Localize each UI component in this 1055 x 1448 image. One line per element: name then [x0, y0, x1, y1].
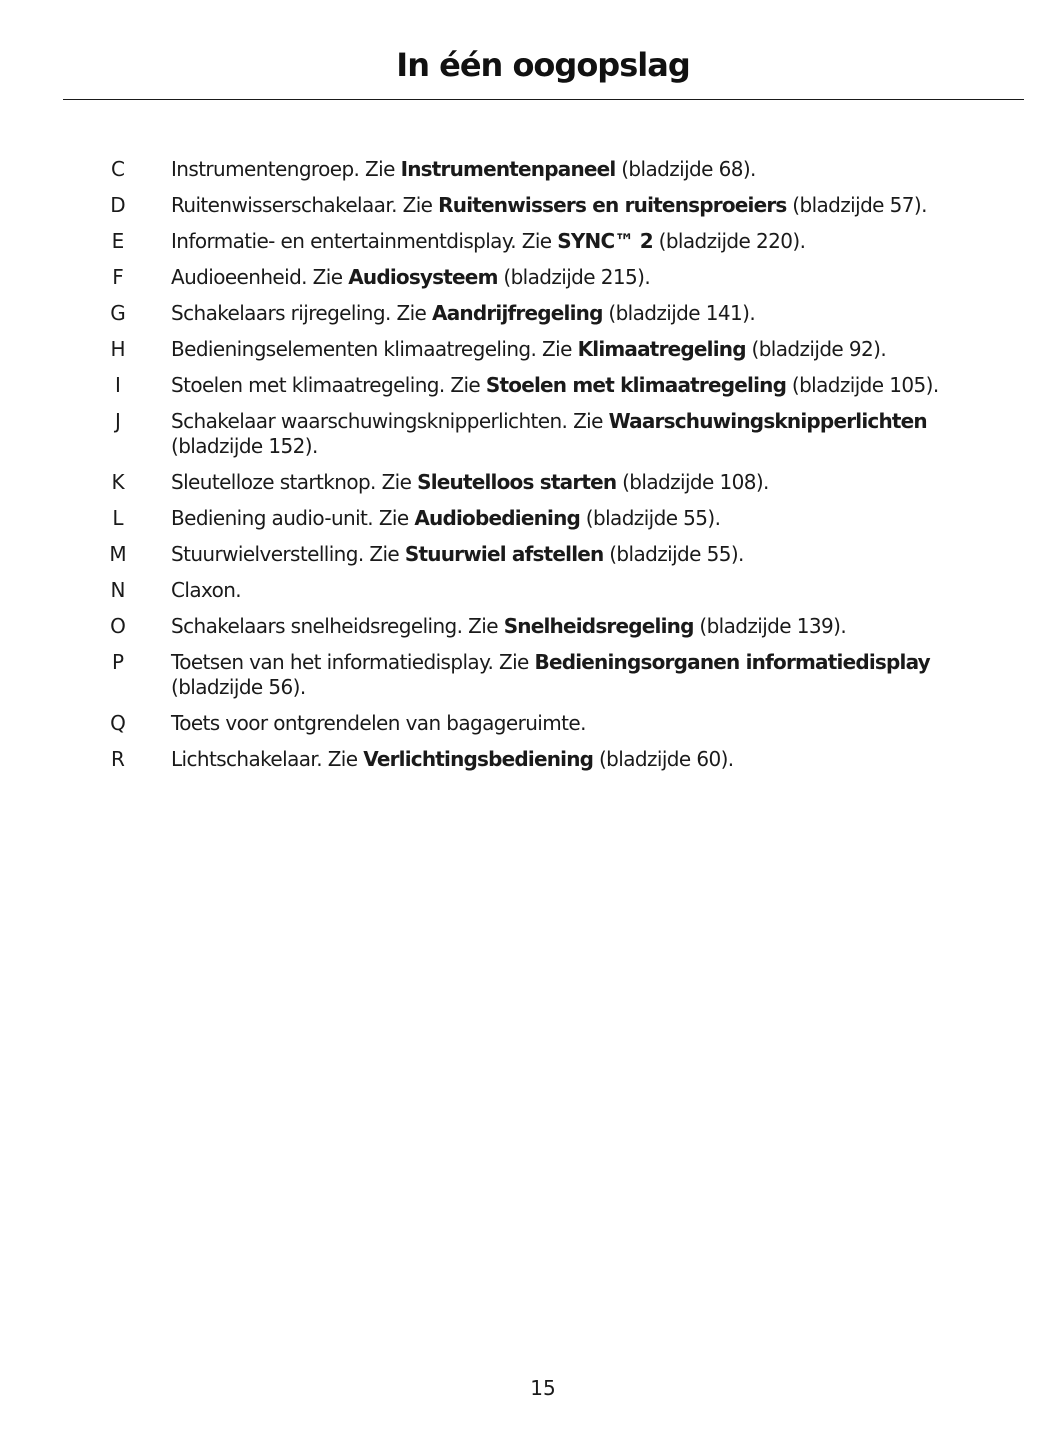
- legend-description: [171, 614, 1013, 639]
- legend-letter: F: [112, 265, 124, 289]
- legend-entry: [0, 542, 1055, 567]
- legend-letter: H: [110, 337, 126, 361]
- page-reference: (bladzijde 57).: [786, 193, 927, 217]
- page-reference: (bladzijde 108).: [616, 470, 769, 494]
- legend-description: [171, 711, 1013, 736]
- cross-reference-link[interactable]: Sleutelloos starten: [417, 470, 617, 494]
- page-reference: (bladzijde 215).: [497, 265, 651, 289]
- legend-text: Toets voor ontgrendelen van bagageruimte.: [171, 711, 586, 735]
- legend-text: Stuurwielverstelling. Zie: [171, 542, 405, 566]
- legend-letter: Q: [110, 711, 126, 735]
- legend-text: Claxon.: [171, 578, 242, 602]
- legend-text: Toetsen van het informatiedisplay. Zie: [171, 650, 535, 674]
- legend-entry: [0, 157, 1055, 182]
- legend-description: [171, 193, 1013, 218]
- cross-reference-link[interactable]: Stuurwiel afstellen: [404, 542, 604, 566]
- legend-text: Informatie- en entertainmentdisplay. Zie: [171, 229, 558, 253]
- legend-text: Stoelen met klimaatregeling. Zie: [171, 373, 486, 397]
- legend-entry: [0, 409, 1055, 459]
- legend-text: Sleutelloze startknop. Zie: [171, 470, 418, 494]
- page-reference: (bladzijde 55).: [580, 506, 721, 530]
- legend-text: Schakelaars rijregeling. Zie: [171, 301, 433, 325]
- component-legend-list: [0, 157, 1055, 783]
- page-reference: (bladzijde 68).: [615, 157, 756, 181]
- legend-entry: [0, 650, 1055, 700]
- page-reference: (bladzijde 220).: [652, 229, 806, 253]
- legend-text: Ruitenwisserschakelaar. Zie: [171, 193, 439, 217]
- legend-entry: [0, 578, 1055, 603]
- page-reference: (bladzijde 55).: [603, 542, 744, 566]
- page-number: 15: [530, 1376, 556, 1400]
- legend-entry: [0, 265, 1055, 290]
- legend-entry: [0, 229, 1055, 254]
- legend-entry: [0, 614, 1055, 639]
- legend-letter: O: [110, 614, 126, 638]
- legend-letter: N: [110, 578, 126, 602]
- legend-letter: D: [110, 193, 126, 217]
- legend-text: Bedieningselementen klimaatregeling. Zie: [171, 337, 578, 361]
- legend-description: [171, 157, 1013, 182]
- legend-text: Instrumentengroep. Zie: [171, 157, 401, 181]
- legend-entry: [0, 470, 1055, 495]
- legend-description: [171, 747, 1013, 772]
- legend-description: [171, 506, 1013, 531]
- cross-reference-link[interactable]: Stoelen met klimaatregeling: [485, 373, 787, 397]
- legend-entry: [0, 711, 1055, 736]
- legend-letter: I: [115, 373, 121, 397]
- legend-description: [171, 470, 1013, 495]
- cross-reference-link[interactable]: SYNC™ 2: [557, 229, 653, 253]
- legend-description: [171, 337, 1013, 362]
- legend-letter: P: [111, 650, 125, 674]
- legend-letter: G: [110, 301, 126, 325]
- cross-reference-link[interactable]: Verlichtingsbediening: [363, 747, 594, 771]
- page-reference: (bladzijde 105).: [786, 373, 939, 397]
- legend-letter: R: [111, 747, 125, 771]
- cross-reference-link[interactable]: Klimaatregeling: [577, 337, 746, 361]
- cross-reference-link[interactable]: Audiobediening: [414, 506, 581, 530]
- page-reference: (bladzijde 56).: [171, 675, 306, 699]
- cross-reference-link[interactable]: Audiosysteem: [348, 265, 498, 289]
- page-reference: (bladzijde 139).: [693, 614, 847, 638]
- legend-description: [171, 578, 1013, 603]
- cross-reference-link[interactable]: Ruitenwissers en ruitensproeiers: [438, 193, 787, 217]
- legend-entry: [0, 193, 1055, 218]
- legend-text: Audioeenheid. Zie: [171, 265, 349, 289]
- legend-entry: [0, 337, 1055, 362]
- legend-entry: [0, 301, 1055, 326]
- legend-letter: E: [111, 229, 125, 253]
- page-reference: (bladzijde 141).: [602, 301, 756, 325]
- legend-text: Lichtschakelaar. Zie: [171, 747, 364, 771]
- page-reference: (bladzijde 60).: [593, 747, 734, 771]
- cross-reference-link[interactable]: Instrumentenpaneel: [400, 157, 616, 181]
- page-title: In één oogopslag: [396, 46, 690, 84]
- page-reference: (bladzijde 92).: [745, 337, 887, 361]
- legend-letter: J: [115, 409, 121, 433]
- cross-reference-link[interactable]: Snelheidsregeling: [503, 614, 694, 638]
- legend-description: [171, 229, 1013, 254]
- legend-description: [171, 373, 1013, 398]
- legend-description: [171, 542, 1013, 567]
- cross-reference-link[interactable]: Aandrijfregeling: [432, 301, 603, 325]
- legend-text: Schakelaar waarschuwingsknipperlichten. Zie: [171, 409, 609, 433]
- legend-letter: L: [112, 506, 124, 530]
- legend-text: Schakelaars snelheidsregeling. Zie: [171, 614, 504, 638]
- cross-reference-link[interactable]: Bedieningsorganen informatiedisplay: [534, 650, 930, 674]
- legend-description: [171, 409, 1013, 459]
- legend-letter: K: [111, 470, 125, 494]
- cross-reference-link[interactable]: Waarschuwingsknipperlichten: [608, 409, 927, 433]
- title-divider: [63, 99, 1024, 100]
- legend-description: [171, 265, 1013, 290]
- page-reference: (bladzijde 152).: [171, 434, 318, 458]
- legend-text: Bediening audio-unit. Zie: [171, 506, 415, 530]
- legend-letter: C: [111, 157, 125, 181]
- legend-entry: [0, 373, 1055, 398]
- legend-description: [171, 301, 1013, 326]
- legend-entry: [0, 747, 1055, 772]
- legend-entry: [0, 506, 1055, 531]
- legend-letter: M: [109, 542, 127, 566]
- legend-description: [171, 650, 1013, 700]
